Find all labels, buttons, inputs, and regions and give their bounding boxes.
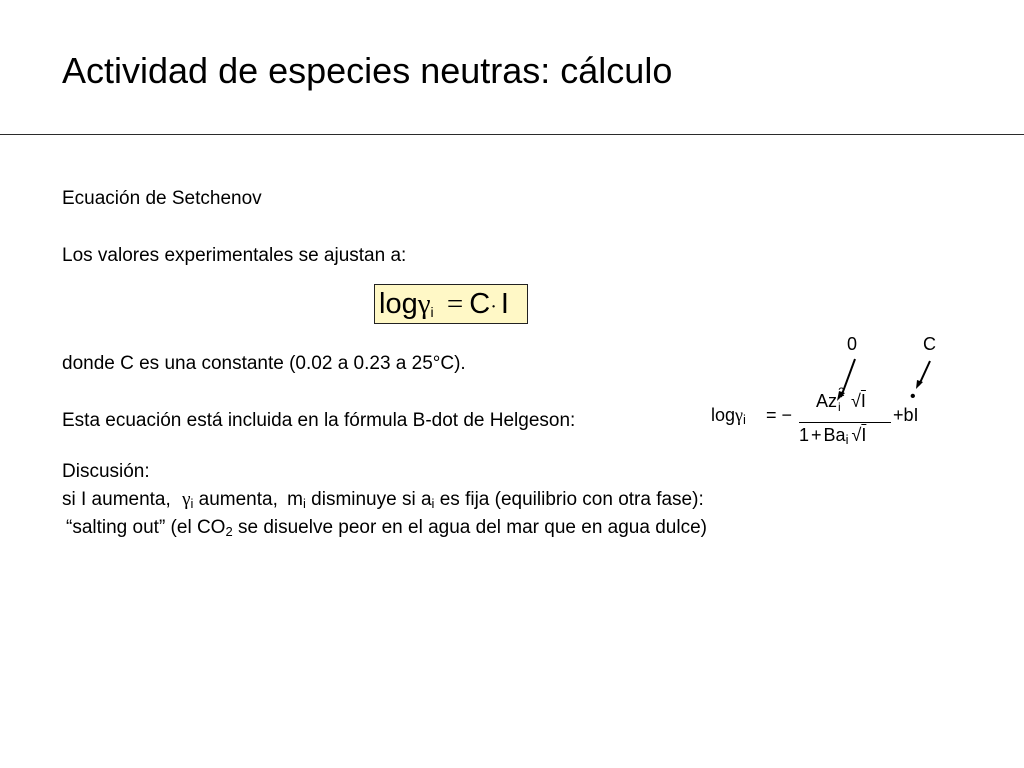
d2-sub: 2 (225, 524, 233, 539)
den-sub: i (845, 432, 849, 447)
d1-d: es fija (equilibrio con otra fase): (439, 489, 704, 510)
eq-c: C (469, 288, 491, 320)
den-one: 1 (799, 425, 810, 445)
den-i: I (861, 425, 867, 445)
setchenov-equation (374, 284, 528, 324)
eq-i: I (500, 288, 509, 320)
bdot-log-text: log (711, 405, 736, 425)
d2-a: “salting out” (el CO (66, 517, 226, 538)
eq-dot: · (490, 296, 497, 318)
num-scripts (837, 385, 847, 414)
den-plus: + (811, 425, 822, 445)
constant-text: donde C es una constante (0.02 a 0.23 a 25°C). (62, 353, 466, 374)
den-ba: Ba (823, 425, 846, 445)
slide-title: Actividad de especies neutras: cálculo (62, 50, 673, 91)
bdot-text: Esta ecuación está incluida en la fórmula B-dot de Helgeson: (62, 410, 576, 431)
bdot-gamma: γ (735, 405, 743, 425)
d1-a: si I aumenta, (62, 489, 171, 510)
bdot-numerator (816, 385, 866, 414)
bdot-plus: + (893, 405, 904, 425)
d1-a-sub: i (431, 496, 435, 511)
d1-gamma-sub: i (190, 496, 194, 511)
label-zero: 0 (847, 334, 858, 354)
num-sqrt: √ (851, 391, 861, 411)
discussion-line-2 (66, 517, 707, 539)
section-heading: Ecuación de Setchenov (62, 188, 262, 209)
discussion-heading: Discusión: (62, 461, 150, 482)
eq-sub: i (430, 304, 434, 320)
d2-b: se disuelve peor en el agua del mar que en agua dulce) (237, 517, 707, 538)
d1-c: disminuye si a (311, 489, 432, 510)
eq-equals: = (446, 288, 464, 320)
fraction-bar (799, 422, 891, 423)
d1-b: aumenta, (198, 489, 278, 510)
d1-m-sub: i (302, 496, 306, 511)
bdot-b: b (903, 405, 914, 425)
num-i: I (860, 391, 866, 411)
num-sub: i (838, 400, 841, 414)
bdot-bi-term (893, 405, 919, 426)
intro-text: Los valores experimentales se ajustan a: (62, 245, 407, 266)
num-sup: 2 (838, 385, 845, 399)
eq-log: log (379, 288, 418, 320)
d1-gamma: γ (182, 489, 191, 510)
eq-gamma: γ (417, 288, 431, 320)
bdot-denominator (799, 425, 866, 446)
bdot-bi: I (913, 405, 919, 425)
num-az: Az (816, 391, 838, 411)
discussion-line-1 (62, 489, 704, 511)
label-c: C (923, 334, 936, 354)
title-divider (0, 134, 1024, 135)
bdot-equals-minus: = − (766, 405, 793, 425)
bdot-dot: • (910, 388, 916, 405)
bdot-gamma-sub: i (743, 412, 746, 427)
d1-m: m (287, 489, 303, 510)
bdot-log (711, 405, 746, 426)
den-sqrt: √ (851, 425, 862, 445)
